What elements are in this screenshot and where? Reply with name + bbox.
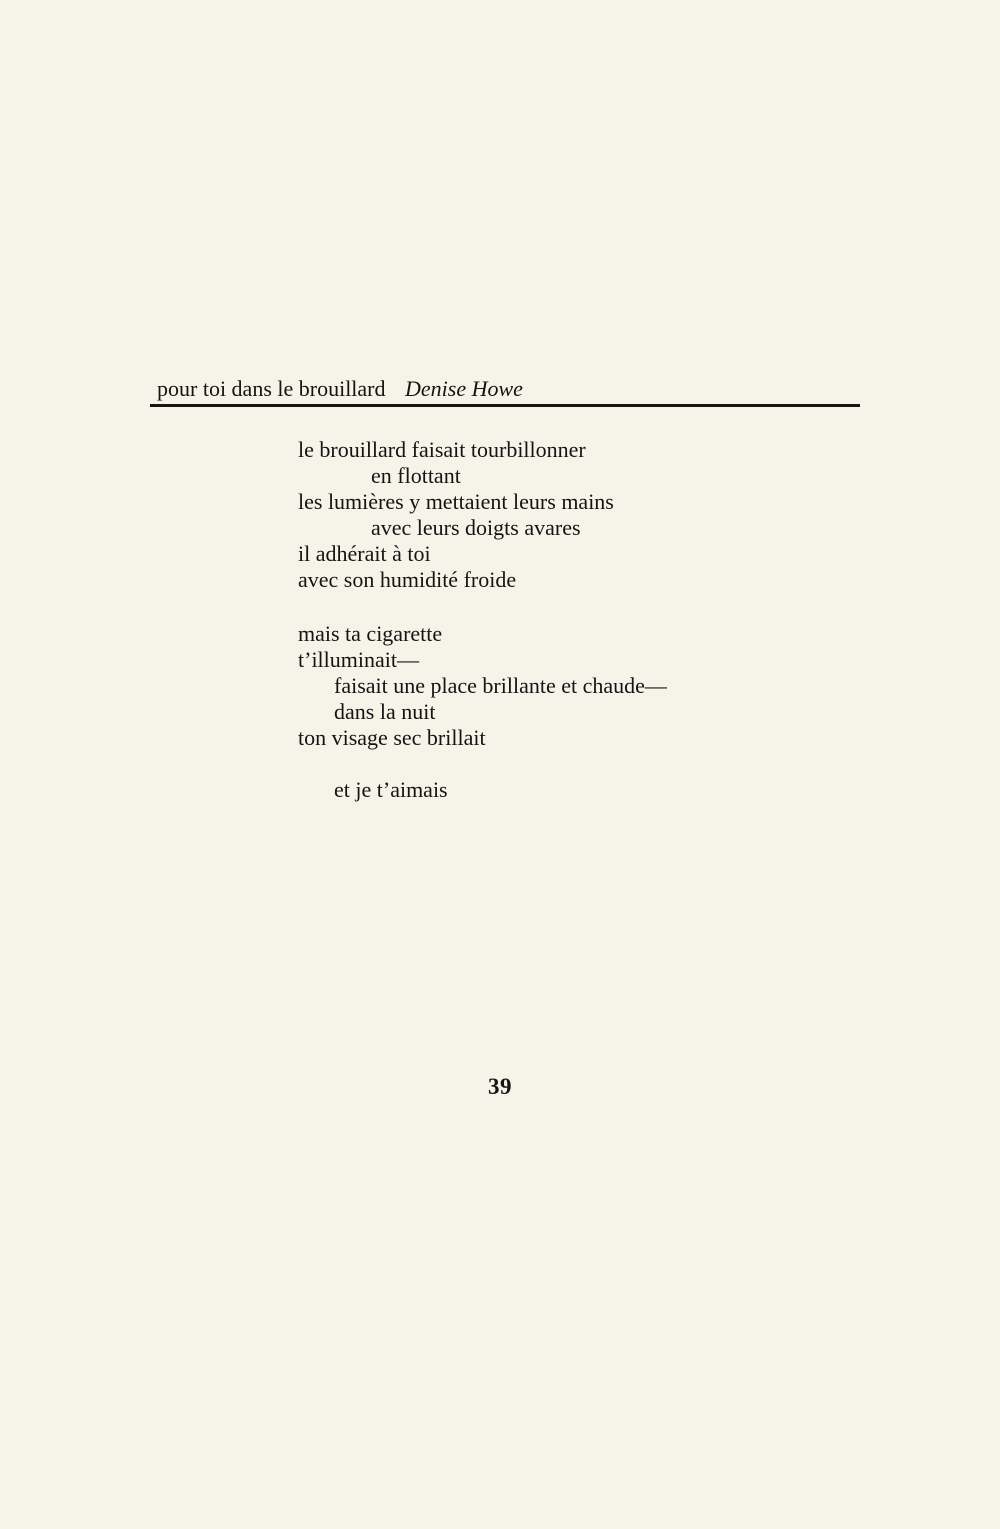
poem-line: et je t’aimais: [334, 777, 448, 802]
poem-line: le brouillard faisait tourbillonner: [298, 437, 586, 462]
poem-line: en flottant: [371, 463, 461, 488]
poem-line: faisait une place brillante et chaude—: [334, 673, 667, 698]
page-number: 39: [488, 1074, 512, 1099]
poem-line: dans la nuit: [334, 699, 436, 724]
poem-line: avec leurs doigts avares: [371, 515, 581, 540]
poem-line: les lumières y mettaient leurs mains: [298, 489, 614, 514]
poem-title: pour toi dans le brouillard: [157, 376, 386, 401]
poem-line: il adhérait à toi: [298, 541, 431, 566]
poem-line: t’illuminait—: [298, 647, 419, 672]
poem-line: mais ta cigarette: [298, 621, 443, 646]
poem-line: ton visage sec brillait: [298, 725, 486, 750]
poem-author: Denise Howe: [405, 376, 523, 401]
poem-line: avec son humidité froide: [298, 567, 517, 592]
